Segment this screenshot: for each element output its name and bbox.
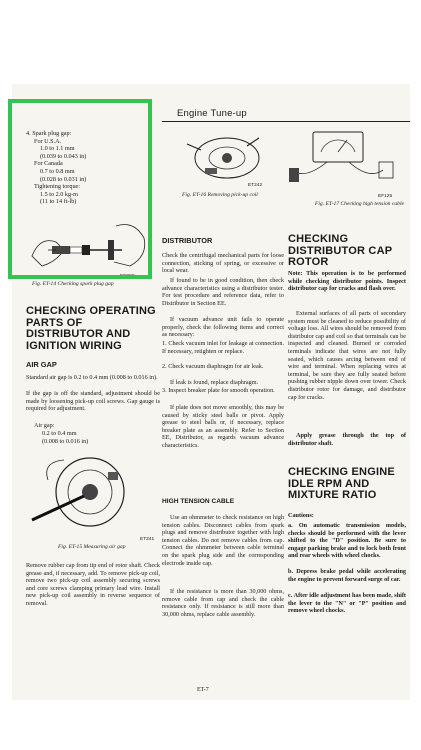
- spec-canada-mm: 0.7 to 0.8 mm: [40, 167, 75, 175]
- fig-et17-code: EF125: [378, 194, 393, 199]
- fig-et14-caption: Fig. ET-14 Checking spark plug gap: [32, 281, 114, 287]
- spec-usa-label: For U.S.A.: [34, 137, 62, 145]
- col2-p6: If the resistance is more than 30,000 ohms, remove cable from cap and check the cable resistance only. If resistance is still more than 30,000 ohms, replace cable assembly.: [162, 588, 284, 618]
- col2-item1: 1. Check vacuum inlet for leakage at connection. If necessary, retighten or replace.: [162, 340, 284, 355]
- col1-p1: Standard air gap is 0.2 to 0.4 mm (0.008 to 0.016 in).: [26, 374, 158, 381]
- spec-canada-in: (0.028 to 0.031 in): [40, 175, 87, 183]
- ohmmeter-illustration: [287, 128, 403, 194]
- fig-et16-code: ET242: [248, 183, 263, 188]
- page-header: Engine Tune-up: [177, 108, 247, 119]
- spec-torque-kgm: 1.5 to 2.0 kg-m: [40, 190, 78, 198]
- fig-et15-code: ET241: [140, 537, 155, 542]
- col3-caution-b: b. Depress brake pedal while accelerating the engine to prevent forward surge of car.: [288, 568, 406, 583]
- spec-torque-label: Tightening torque:: [34, 183, 81, 191]
- fig-et14-code: EE080: [120, 274, 135, 279]
- col2-item2: 2. Check vacuum diaphragm for air leak.: [162, 363, 264, 370]
- col1-airgap-in: (0.008 to 0.016 in): [42, 438, 89, 445]
- col3-cautions-label: Cautions:: [288, 512, 314, 519]
- col2-p4: If plate does not move smoothly, this may be caused by sticky steel balls or pivot. Apply grease to steel balls or, if necessary, replace breaker plate as an assembly. Refer to Section EE, Distributor, as regards vacuum advance characteristics.: [162, 404, 284, 449]
- fig-et15-caption: Fig. ET-15 Measuring air gap: [58, 544, 126, 550]
- col3-caution-c: c. After idle adjustment has been made, shift the lever to the "N" or "P" position and remove wheel chocks.: [288, 592, 406, 615]
- col2-p3: If vacuum advance unit fails to operate properly, check the following items and correct as necessary:: [162, 316, 284, 339]
- spec-canada-label: For Canada: [34, 160, 63, 168]
- col1-airgap-mm: 0.2 to 0.4 mm: [42, 430, 77, 437]
- col2-p2: If found to be in good condition, then check advance characteristics using a distributor tester. For test procedure and reference data, refer to Distributor in Section EE.: [162, 277, 284, 307]
- spec-heading: 4. Spark plug gap:: [26, 130, 72, 137]
- col2-p1: Check the centrifugal mechanical parts for loose connection, sticking of spring, or excessive or local wear.: [162, 252, 284, 275]
- header-rule: [162, 121, 410, 122]
- air-gap-illustration: [28, 450, 154, 536]
- col2-item2b: If leak is found, replace diaphragm.: [170, 379, 259, 386]
- col2-p5: Use an ohmmeter to check resistance on high tension cables. Disconnect cables from spark plugs and remove distributor together with high tension cables. Do not remove cables from cap. Connect the ohmmeter between cable terminal on the spark plug side and the corresponding electrode inside cap.: [162, 514, 284, 567]
- col3-p2: Apply grease through the top of distributor shaft.: [288, 432, 406, 447]
- fig-et17-caption: Fig. ET-17 Checking high tension cable: [314, 201, 404, 207]
- spec-torque-ftlb: (11 to 14 ft-lb): [40, 198, 77, 206]
- pickup-coil-illustration: [177, 128, 277, 186]
- page-number: ET-7: [197, 687, 209, 693]
- spec-usa-in: (0.039 to 0.043 in): [40, 152, 87, 160]
- col3-caution-a: a. On automatic transmission models, checks should be performed with the lever shifted to the "D" position. Be sure to engage parking brake and to lock both front and rear wheels with wheel chocks.: [288, 522, 406, 560]
- col2-heading: DISTRIBUTOR: [162, 236, 213, 245]
- col3-p1: External surfaces of all parts of secondary system must be cleaned to reduce possibility of voltage loss. All wires should be removed from distributor cap and coil so that terminals can be inspected and cleaned. Burned or corroded terminals indicate that wires are not fully seated, which causes arcing between end of wire and terminal. When replacing wires at terminal, be sure they are fully seated before pushing rubber nipple down over tower. Check distributor rotor for damage, and distributor cap for cracks.: [288, 310, 406, 401]
- col1-p2: If the gap is off the standard, adjustment should be made by loosening pick-up coil screws. Gap gauge is required for adjustment.: [26, 390, 160, 413]
- col1-airgap-label: Air gap:: [34, 422, 55, 429]
- spec-usa-mm: 1.0 to 1.1 mm: [40, 145, 75, 153]
- col2-item3: 3. Inspect breaker plate for smooth operation.: [162, 387, 275, 394]
- col3-heading: CHECKING DISTRIBUTOR CAP ROTOR: [288, 233, 393, 268]
- col3-note: Note: This operation is to be performed while checking distributor points. Inspect distributor cap for cracks and flash over.: [288, 270, 406, 293]
- col1-subheading: AIR GAP: [26, 360, 57, 369]
- fig-et16-caption: Fig. ET-16 Removing pick-up coil: [182, 192, 258, 198]
- highlight-box: [8, 99, 152, 279]
- col3-heading2: CHECKING ENGINE IDLE RPM AND MIXTURE RATIO: [288, 466, 395, 501]
- col1-p3: Remove rubber cap from tip end of rotor shaft. Check grease and, if necessary, add. To remove pick-up coil, remove two pick-up coil assembly securing screws and core screws clamping primary lead wire. Install new pick-up coil assembly in reverse sequence of removal.: [26, 562, 160, 607]
- col2-heading2: HIGH TENSION CABLE: [162, 498, 235, 505]
- col1-heading: CHECKING OPERATING PARTS OF DISTRIBUTOR AND IGNITION WIRING: [26, 305, 156, 352]
